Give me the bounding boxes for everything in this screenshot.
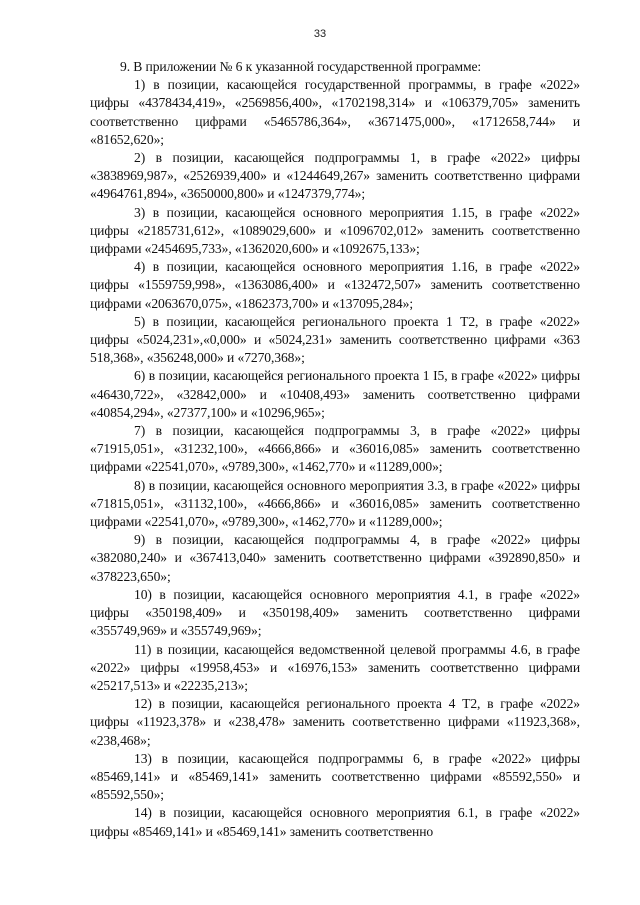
page-number: 33 xyxy=(313,28,327,40)
list-item: 2) в позиции, касающейся подпрограммы 1, в графе «2022» цифры «3838969,987», «2526939,400» и «1244649,267» заменить соответственно цифрами «4964761,894», «3650000,800» и «1247379,774»; xyxy=(90,150,580,202)
list-item: 11) в позиции, касающейся ведомственной целевой программы 4.6, в графе «2022» цифры «19958,453» и «16976,153» заменить соответственно цифрами «25217,513» и «22235,213»; xyxy=(90,641,580,693)
list-item: 6) в позиции, касающейся регионального проекта 1 I5, в графе «2022» цифры «46430,722», «32842,000» и «10408,493» заменить соответственно цифрами «40854,294», «27377,100» и «10296,965»; xyxy=(90,368,580,420)
section-intro: 9. В приложении № 6 к указанной государственной программе: xyxy=(120,59,482,74)
list-item: 9) в позиции, касающейся подпрограммы 4, в графе «2022» цифры «382080,240» и «367413,040» заменить соответственно цифрами «392890,850» и «378223,650»; xyxy=(90,532,580,584)
list-item: 1) в позиции, касающейся государственной программы, в графе «2022» цифры «4378434,419», «2569856,400», «1702198,314» и «106379,705» заменить соответственно цифрами «5465786,364», «3671475,000», «1712658,744» и «81652,620»; xyxy=(90,77,580,147)
list-item: 4) в позиции, касающейся основного мероприятия 1.16, в графе «2022» цифры «1559759,998», «1363086,400» и «132472,507» заменить соответственно цифрами «2063670,075», «1862373,700» и «137095,284»; xyxy=(90,259,580,311)
list-item: 7) в позиции, касающейся подпрограммы 3, в графе «2022» цифры «71915,051», «31232,100», «4666,866» и «36016,085» заменить соответственно цифрами «22541,070», «9789,300», «1462,770» и «11289,000»; xyxy=(90,423,580,475)
list-item: 12) в позиции, касающейся регионального проекта 4 Т2, в графе «2022» цифры «11923,378» и «238,478» заменить соответственно цифрами «11923,368», «238,468»; xyxy=(90,696,580,748)
list-item: 3) в позиции, касающейся основного мероприятия 1.15, в графе «2022» цифры «2185731,612», «1089029,600» и «1096702,012» заменить соответственно цифрами «2454695,733», «1362020,600» и «1092675,133»; xyxy=(90,204,580,257)
list-item: 10) в позиции, касающейся основного мероприятия 4.1, в графе «2022» цифры «350198,409» и «350198,409» заменить соответственно цифрами «355749,969» и «355749,969»; xyxy=(90,586,580,639)
list-item: 13) в позиции, касающейся подпрограммы 6, в графе «2022» цифры «85469,141» и «85469,141» заменить соответственно цифрами «85592,550» и «85592,550»; xyxy=(90,750,580,803)
document-body xyxy=(90,58,580,841)
list-item: 5) в позиции, касающейся регионального проекта 1 Т2, в графе «2022» цифры «5024,231»,«0,000» и «5024,231» заменить соответственно цифрами «363 518,368», «356248,000» и «7270,368»; xyxy=(90,313,580,366)
list-item: 8) в позиции, касающейся основного мероприятия 3.3, в графе «2022» цифры «71815,051», «31132,100», «4666,866» и «36016,085» заменить соответственно цифрами «22541,070», «9789,300», «1462,770» и «11289,000»; xyxy=(90,477,580,530)
list-item: 14) в позиции, касающейся основного мероприятия 6.1, в графе «2022» цифры «85469,141» и «85469,141» заменить соответственно xyxy=(90,805,580,839)
